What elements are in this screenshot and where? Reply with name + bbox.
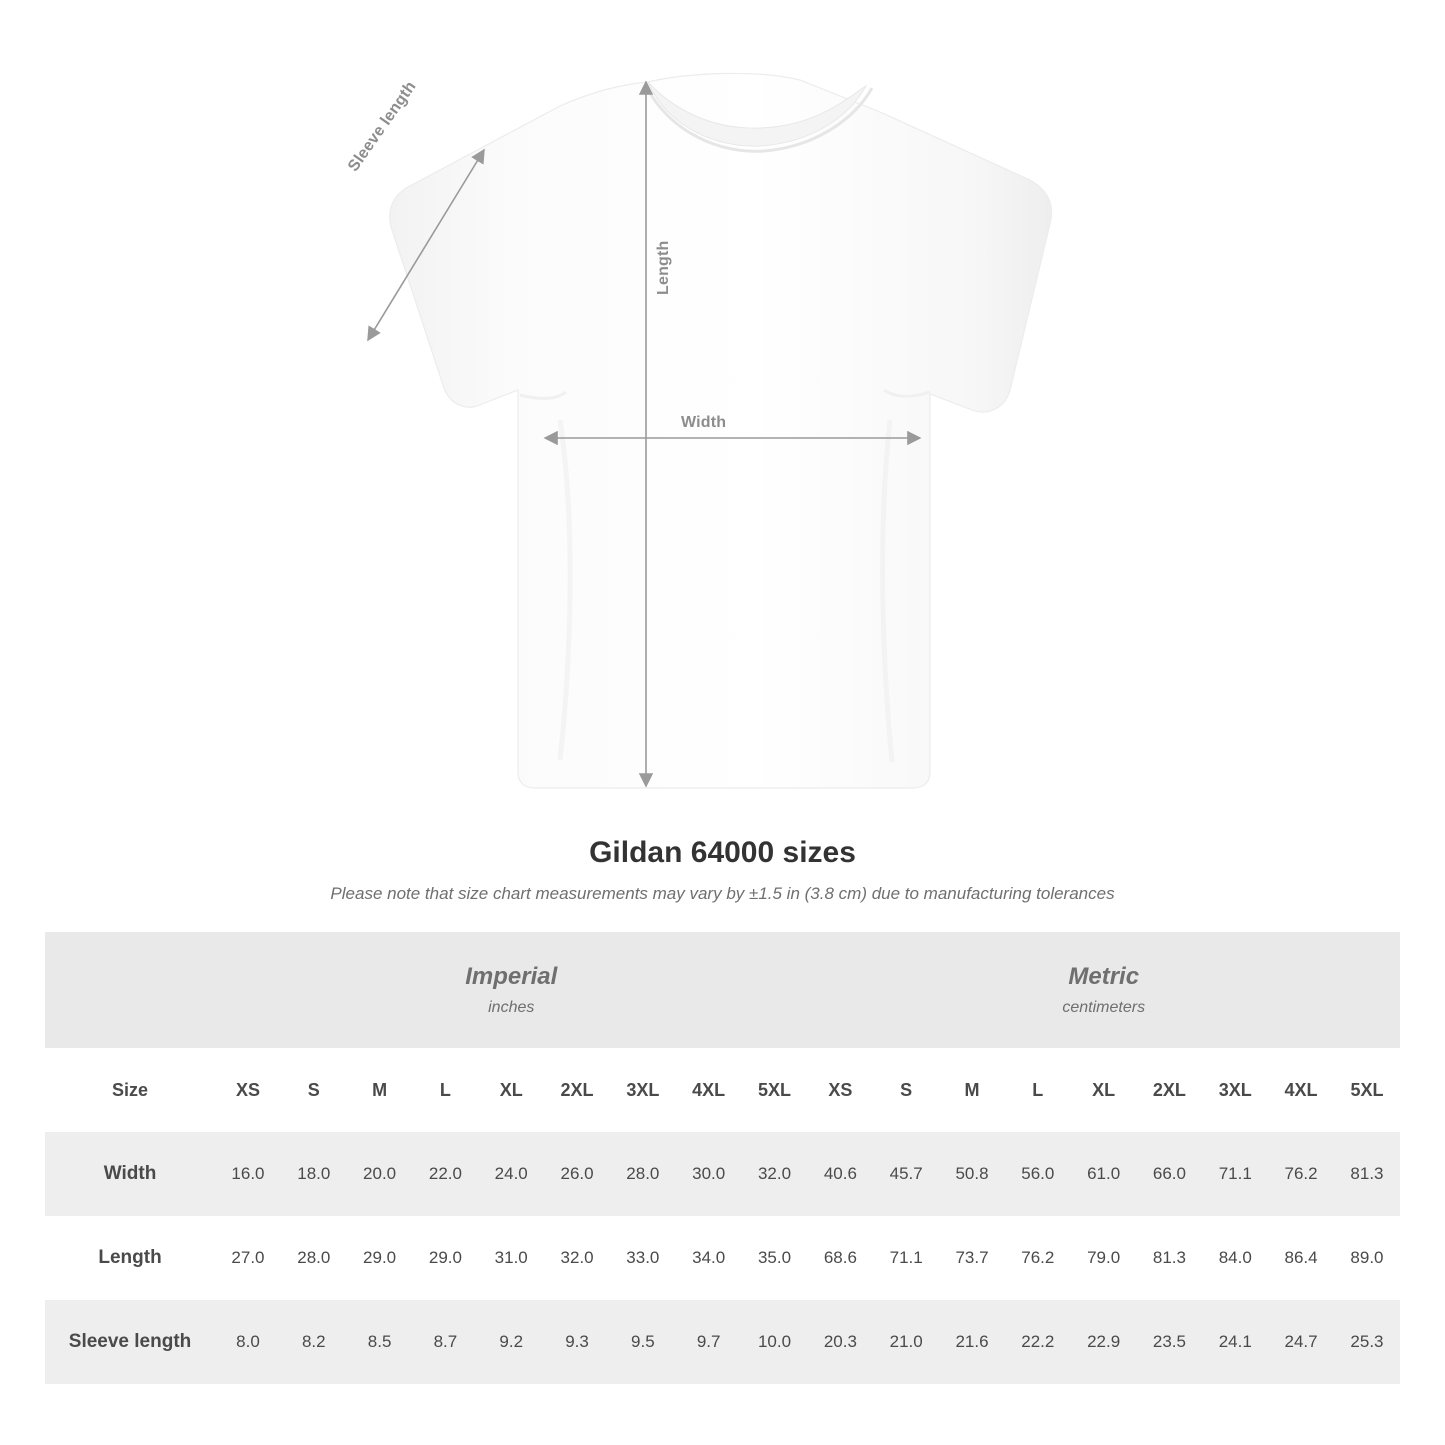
- col-header-xl-met: XL: [1071, 1048, 1137, 1132]
- cell-sleeve-7: 9.7: [676, 1300, 742, 1384]
- col-header-3xl-imp: 3XL: [610, 1048, 676, 1132]
- cell-length-11: 73.7: [939, 1216, 1005, 1300]
- cell-length-3: 29.0: [413, 1216, 479, 1300]
- unit-metric-sub: centimeters: [1062, 999, 1146, 1017]
- cell-sleeve-14: 23.5: [1137, 1300, 1203, 1384]
- cell-sleeve-0: 8.0: [215, 1300, 281, 1384]
- cell-length-2: 29.0: [347, 1216, 413, 1300]
- width-label: Width: [681, 414, 727, 431]
- col-header-5xl-imp: 5XL: [742, 1048, 808, 1132]
- cell-sleeve-10: 21.0: [873, 1300, 939, 1384]
- cell-length-12: 76.2: [1005, 1216, 1071, 1300]
- size-table-wrap: [45, 932, 1400, 1384]
- col-header-4xl-imp: 4XL: [676, 1048, 742, 1132]
- cell-width-17: 81.3: [1334, 1132, 1400, 1216]
- cell-sleeve-9: 20.3: [807, 1300, 873, 1384]
- cell-width-9: 40.6: [807, 1132, 873, 1216]
- cell-width-3: 22.0: [413, 1132, 479, 1216]
- unit-header-imperial: [215, 932, 807, 1048]
- cell-length-8: 35.0: [742, 1216, 808, 1300]
- cell-width-12: 56.0: [1005, 1132, 1071, 1216]
- cell-width-15: 71.1: [1202, 1132, 1268, 1216]
- page-title: Gildan 64000 sizes: [589, 836, 856, 869]
- table-row-length: [45, 1216, 1400, 1300]
- table-row-sleeve-length: [45, 1300, 1400, 1384]
- size-header-row: [45, 1048, 1400, 1132]
- cell-length-16: 86.4: [1268, 1216, 1334, 1300]
- col-header-xl-imp: XL: [478, 1048, 544, 1132]
- measurement-note: Please note that size chart measurements may vary by ±1.5 in (3.8 cm) due to manufacturing tolerances: [330, 884, 1115, 903]
- cell-width-8: 32.0: [742, 1132, 808, 1216]
- cell-length-10: 71.1: [873, 1216, 939, 1300]
- length-label: Length: [655, 240, 672, 295]
- cell-width-4: 24.0: [478, 1132, 544, 1216]
- col-header-m-met: M: [939, 1048, 1005, 1132]
- cell-sleeve-16: 24.7: [1268, 1300, 1334, 1384]
- cell-width-7: 30.0: [676, 1132, 742, 1216]
- cell-length-0: 27.0: [215, 1216, 281, 1300]
- cell-length-17: 89.0: [1334, 1216, 1400, 1300]
- col-header-xs-met: XS: [807, 1048, 873, 1132]
- cell-length-9: 68.6: [807, 1216, 873, 1300]
- cell-length-15: 84.0: [1202, 1216, 1268, 1300]
- cell-width-5: 26.0: [544, 1132, 610, 1216]
- cell-length-6: 33.0: [610, 1216, 676, 1300]
- cell-sleeve-8: 10.0: [742, 1300, 808, 1384]
- col-header-2xl-imp: 2XL: [544, 1048, 610, 1132]
- col-header-l-met: L: [1005, 1048, 1071, 1132]
- cell-width-6: 28.0: [610, 1132, 676, 1216]
- cell-length-4: 31.0: [478, 1216, 544, 1300]
- row-label-sleeve-length: Sleeve length: [45, 1300, 215, 1384]
- sleeve-length-label: Sleeve length: [345, 78, 420, 175]
- cell-length-5: 32.0: [544, 1216, 610, 1300]
- col-header-2xl-met: 2XL: [1137, 1048, 1203, 1132]
- cell-length-13: 79.0: [1071, 1216, 1137, 1300]
- col-header-s-met: S: [873, 1048, 939, 1132]
- cell-width-10: 45.7: [873, 1132, 939, 1216]
- unit-header-spacer: [45, 932, 215, 1048]
- col-header-5xl-met: 5XL: [1334, 1048, 1400, 1132]
- cell-length-1: 28.0: [281, 1216, 347, 1300]
- cell-length-14: 81.3: [1137, 1216, 1203, 1300]
- cell-length-7: 34.0: [676, 1216, 742, 1300]
- row-label-width: Width: [45, 1132, 215, 1216]
- cell-sleeve-12: 22.2: [1005, 1300, 1071, 1384]
- cell-width-0: 16.0: [215, 1132, 281, 1216]
- col-header-m-imp: M: [347, 1048, 413, 1132]
- cell-sleeve-4: 9.2: [478, 1300, 544, 1384]
- cell-width-2: 20.0: [347, 1132, 413, 1216]
- cell-sleeve-13: 22.9: [1071, 1300, 1137, 1384]
- row-label-length: Length: [45, 1216, 215, 1300]
- cell-width-13: 61.0: [1071, 1132, 1137, 1216]
- cell-sleeve-17: 25.3: [1334, 1300, 1400, 1384]
- cell-sleeve-6: 9.5: [610, 1300, 676, 1384]
- col-header-3xl-met: 3XL: [1202, 1048, 1268, 1132]
- cell-width-11: 50.8: [939, 1132, 1005, 1216]
- cell-sleeve-1: 8.2: [281, 1300, 347, 1384]
- col-header-s-imp: S: [281, 1048, 347, 1132]
- unit-header-metric: [807, 932, 1400, 1048]
- cell-width-14: 66.0: [1137, 1132, 1203, 1216]
- col-header-l-imp: L: [413, 1048, 479, 1132]
- cell-sleeve-3: 8.7: [413, 1300, 479, 1384]
- col-header-4xl-met: 4XL: [1268, 1048, 1334, 1132]
- unit-imperial-sub: inches: [488, 999, 535, 1017]
- table-row-width: [45, 1132, 1400, 1216]
- size-chart-table: [45, 932, 1400, 1384]
- unit-imperial-name: Imperial: [465, 963, 558, 990]
- row-header-size: Size: [45, 1048, 215, 1132]
- title-block: [0, 836, 1445, 904]
- cell-width-1: 18.0: [281, 1132, 347, 1216]
- cell-sleeve-15: 24.1: [1202, 1300, 1268, 1384]
- col-header-xs-imp: XS: [215, 1048, 281, 1132]
- cell-sleeve-5: 9.3: [544, 1300, 610, 1384]
- unit-system-header-row: [45, 932, 1400, 1048]
- unit-metric-name: Metric: [1068, 963, 1140, 990]
- cell-sleeve-11: 21.6: [939, 1300, 1005, 1384]
- cell-sleeve-2: 8.5: [347, 1300, 413, 1384]
- cell-width-16: 76.2: [1268, 1132, 1334, 1216]
